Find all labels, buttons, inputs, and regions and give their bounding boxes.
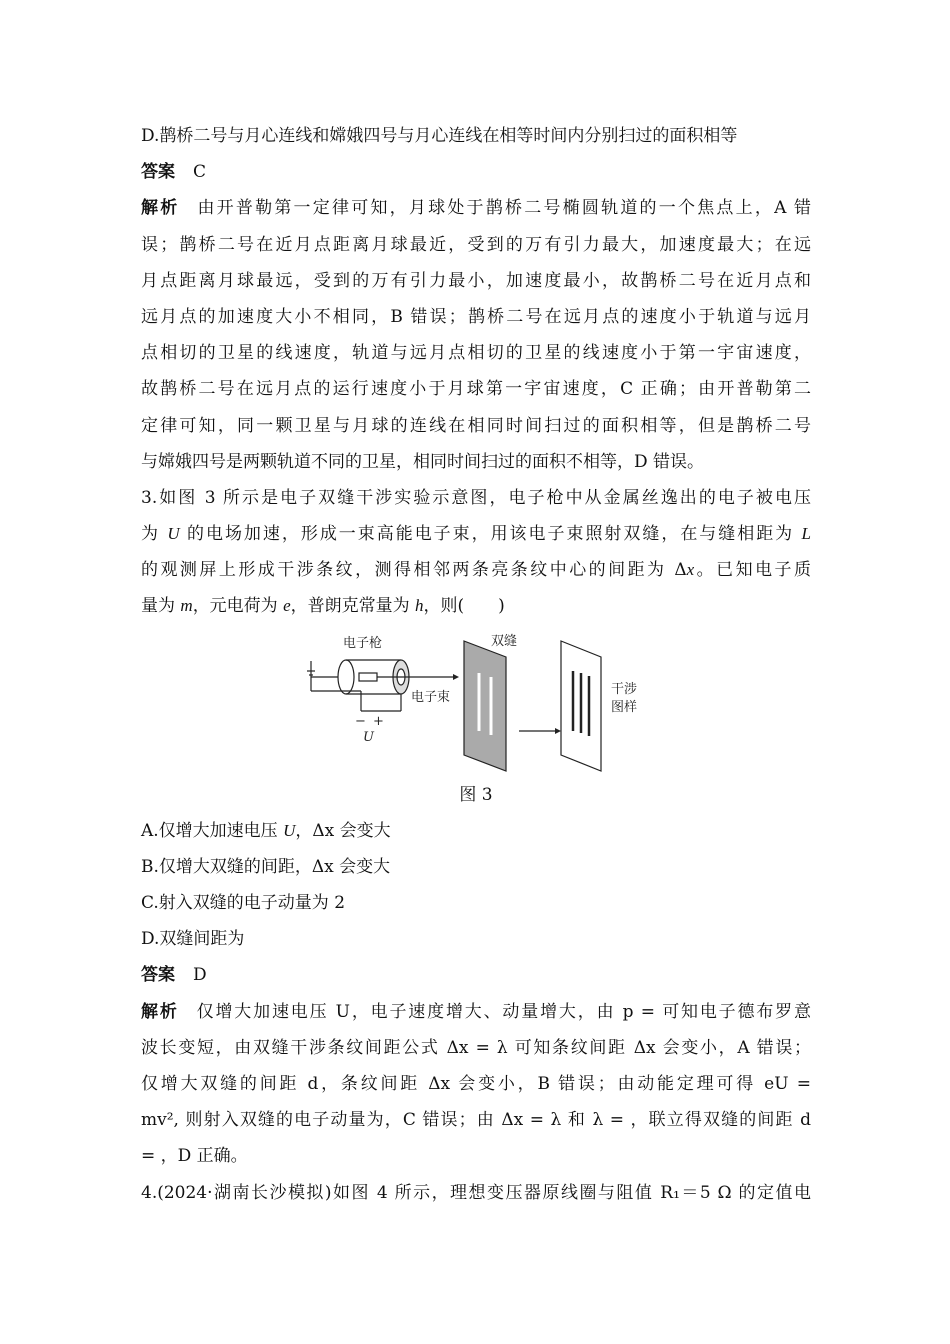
analysis-label: 解析 [141,1001,179,1022]
q2-analysis-line: 故鹊桥二号在远月点的运行速度小于月球第一宇宙速度，C 正确；由开普勒第二 [141,379,811,400]
q4-stem-line: 4.(2024·湖南长沙模拟)如图 4 所示，理想变压器原线圈与阻值 R₁＝5 Ω 的定值电 [141,1182,811,1203]
q3-stem-line: 的观测屏上形成干涉条纹，测得相邻两条亮条纹中心的间距为 Δx。已知电子质 [141,560,812,581]
q2-analysis-line: 点相切的卫星的线速度，轨道与远月点相切的卫星的线速度小于第一宇宙速度， [141,343,811,364]
gun-label: 电子枪 [343,635,383,651]
electron-gun [307,660,409,711]
q2-analysis-line: 误；鹊桥二号在近月点距离月球最近，受到的万有引力最大，加速度最大；在远 [141,234,811,255]
document-page [141,118,811,1211]
q3-analysis-line: 解析 仅增大加速电压 U，电子速度增大、动量增大，由 p = 可知电子德布罗意 [141,1001,811,1022]
q3-option-b: B.仅增大双缝的间距，Δx 会变大 [141,856,391,877]
q2-analysis-line: 与嫦娥四号是两颗轨道不同的卫星，相同时间扫过的面积不相等，D 错误。 [141,451,705,472]
slit-label: 双缝 [491,633,518,649]
q3-analysis-line: 仅增大双缝的间距 d，条纹间距 Δx 会变小，B 错误；由动能定理可得 eU = [141,1073,811,1094]
q2-analysis-line: 远月点的加速度大小不相同，B 错误；鹊桥二号在远月点的速度小于轨道与远月 [141,306,811,327]
q2-option-d: D.鹊桥二号与月心连线和嫦娥四号与月心连线在相等时间内分别扫过的面积相等 [141,126,738,146]
analysis-label: 解析 [141,198,180,219]
beam-label: 电子束 [411,689,451,705]
minus-sign: − [355,713,366,729]
q3-stem-line: 量为 m，元电荷为 e，普朗克常量为 h，则( ) [141,596,505,617]
answer-label: 答案 [141,965,175,986]
pattern-label: 干涉 [611,681,638,697]
voltage-label: U [363,729,374,745]
q3-stem-line: 3.如图 3 所示是电子双缝干涉实验示意图，电子枪中从金属丝逸出的电子被电压 [141,487,811,508]
q2-analysis-line: 定律可知，同一颗卫星与月球的连线在相同时间扫过的面积相等，但是鹊桥二号 [141,415,811,436]
q3-answer [141,957,811,993]
q2-answer [141,154,811,190]
answer-label: 答案 [141,162,175,183]
q2-analysis-line: 解析 由开普勒第一定律可知，月球处于鹊桥二号椭圆轨道的一个焦点上，A 错 [141,198,812,219]
q3-analysis-line: 波长变短，由双缝干涉条纹间距公式 Δx = λ 可知条纹间距 Δx 会变小，A 错误； [141,1037,811,1058]
q3-option-d: D.双缝间距为 [141,929,245,950]
answer-value: C [193,162,207,183]
answer-value: D [193,965,207,986]
pattern-label: 图样 [611,699,638,715]
double-slit-diagram [301,631,641,781]
experiment-figure [141,629,811,779]
q3-option-c: C.射入双缝的电子动量为 2 [141,893,346,913]
q2-analysis-line: 月点距离月球最远，受到的万有引力最小，加速度最小，故鹊桥二号在近月点和 [141,270,811,291]
figure-caption: 图 3 [459,784,493,805]
q3-analysis-line: = ，D 正确。 [141,1146,248,1167]
plus-sign: + [373,713,384,729]
q3-analysis-line: mv², 则射入双缝的电子动量为，C 错误；由 Δx = λ 和 λ = ，联立得双缝的间距 d [141,1110,811,1131]
q3-stem-line: 为 U 的电场加速，形成一束高能电子束，用该电子束照射双缝，在与缝相距为 L [141,524,812,545]
q3-option-a: A.仅增大加速电压 U，Δx 会变大 [141,820,391,841]
double-slit-plate [464,641,506,771]
